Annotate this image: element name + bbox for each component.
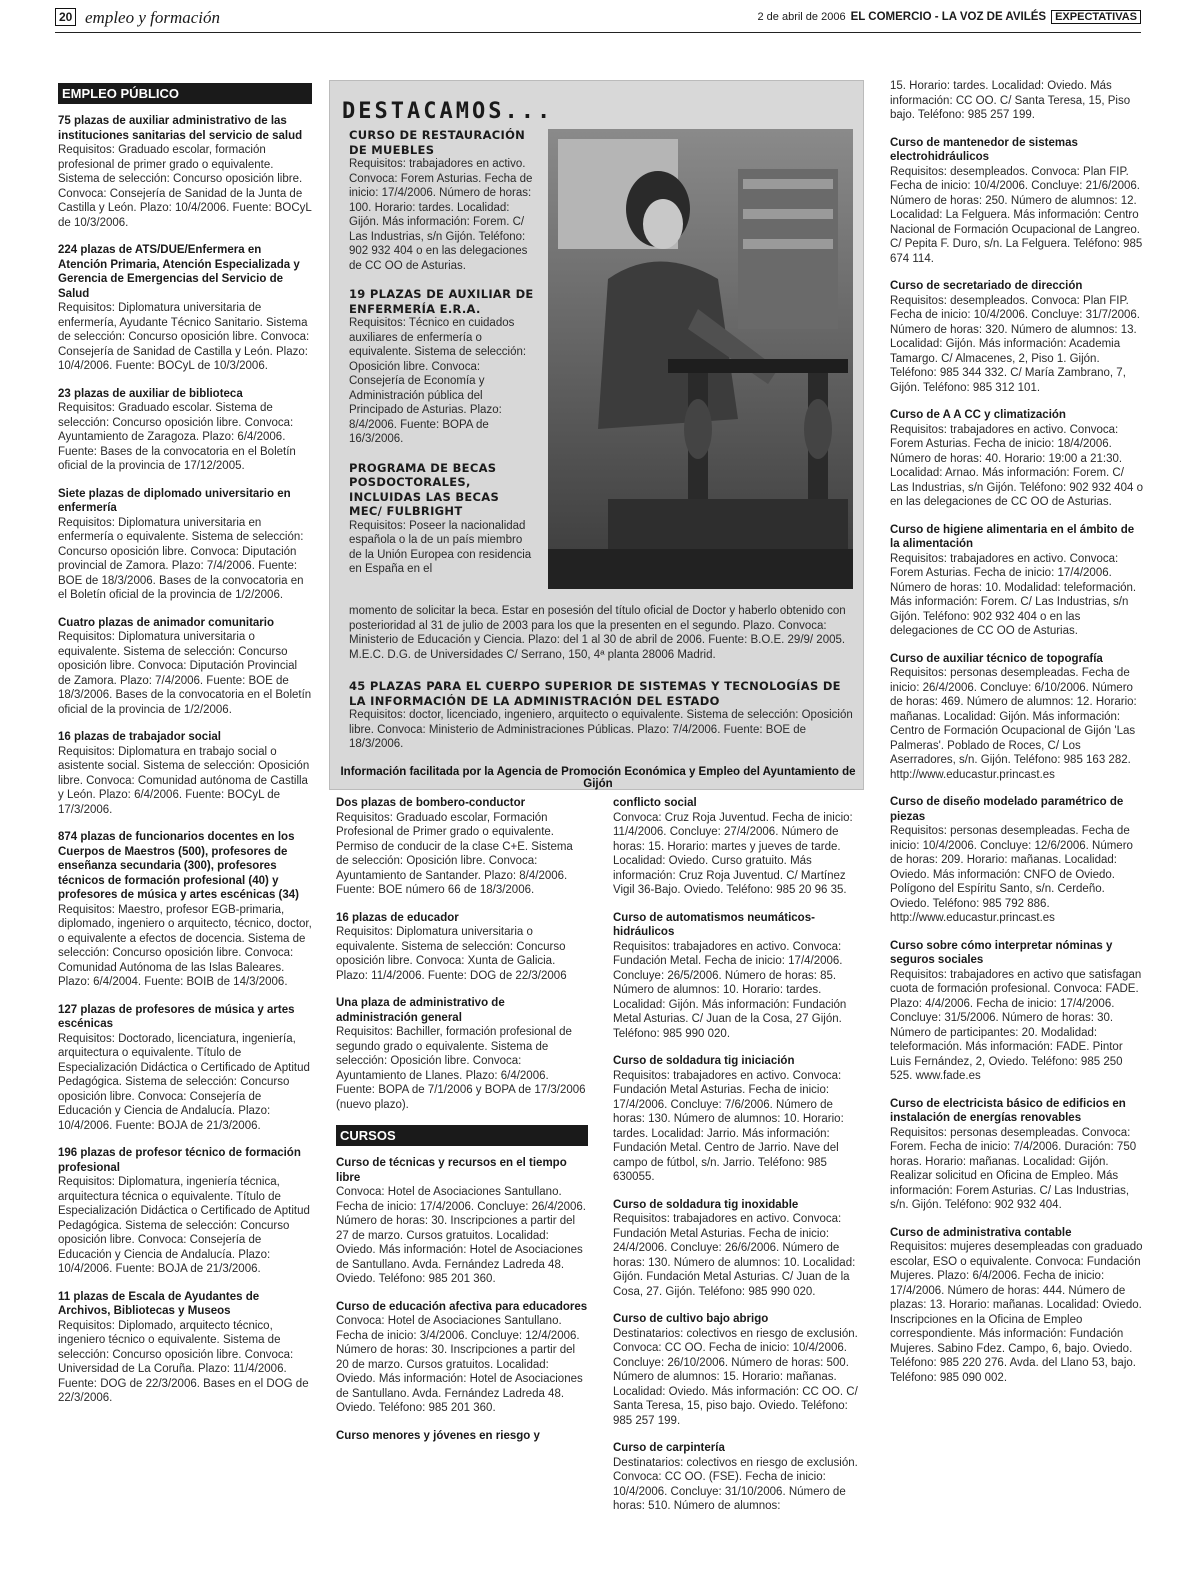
destacamos-continuation (349, 604, 859, 662)
listing-text: Requisitos: personas desempleadas. Fecha de inicio: 10/4/2006. Concluye: 12/6/2006. Número de horas: 209. Horario: mañanas. Localidad: Oviedo. Más información: CNFO de Oviedo. Polígono del Espíritu Santo, s/n. Cerdeño. Oviedo. Teléfono: 985 792 886. http://www.educastur.princast.es (890, 825, 1133, 924)
destacamos-item-text: Requisitos: Técnico en cuidados auxiliares de enfermería o equivalente. Sistema de selección: Oposición libre. Convoca: Consejería de Economía y Administración pública del Principado de Asturias. Plazo: 8/4/2006. Fuente: BOPA de 16/3/2006. (349, 317, 527, 445)
listing-title: Curso sobre cómo interpretar nóminas y seguros sociales (890, 939, 1113, 966)
issue-date: 2 de abril de 2006 (757, 11, 846, 23)
listing-item (613, 1312, 867, 1428)
listing-text: Requisitos: Graduado escolar, Formación Profesional de Primer grado o equivalente. Permiso de conducir de la clase C+E. Sistema de selección: Oposición libre. Convoca: Ayuntamiento de Santander. Plazo: 8/4/2006. Fuente: BOE número 66 de 18/3/2006. (336, 811, 573, 896)
page-header (55, 8, 1141, 30)
listing-text: Requisitos: Diplomatura universitaria de enfermería, Ayudante Técnico Sanitario. Sistema de selección: Concurso oposición libre. Convoca: Consejería de Sanidad de Castilla y León. Plazo: 10/4/2006. Fuente: BOCyL de 10/3/2006. (58, 302, 310, 372)
listing-text: Requisitos: trabajadores en activo. Convoca: Fundación Metal Asturias. Fecha de inicio: 24/4/2006. Concluye: 26/6/2006. Número de horas: 130. Número de alumnos: 10. Localidad: Gijón. Fundación Metal Asturias. C/ Juan de la Cosa, 27. Gijón. Teléfono: 985 990 020. (613, 1213, 856, 1298)
listing-title: 11 plazas de Escala de Ayudantes de Archivos, Bibliotecas y Museos (58, 1290, 260, 1317)
listing-item (890, 279, 1144, 395)
listing-item (336, 996, 588, 1112)
listing-item (890, 523, 1144, 639)
listing-title: 75 plazas de auxiliar administrativo de las instituciones sanitarias del servicio de salud (58, 115, 303, 142)
listing-title: Curso de electricista básico de edificios en instalación de energías renovables (890, 1097, 1126, 1124)
listing-text: Requisitos: Graduado escolar. Sistema de selección: Concurso oposición libre. Convoca: Ayuntamiento de Zaragoza. Plazo: 6/4/2006. Fuente: Bases de la convocatoria en el Boletín oficial de la provincia de 17/12/2005. (58, 402, 296, 472)
listing-text: Destinatarios: colectivos en riesgo de exclusión. Convoca: CC OO. Fecha de inicio: 10/4/2006. Concluye: 26/10/2006. Número de horas: 500. Número de alumnos: 15. Horario: mañanas. Localidad: Oviedo. Más información: CC OO. C/ Santa Teresa, 15, piso bajo. Oviedo. Teléfono: 985 257 199. (613, 1327, 858, 1427)
destacamos-item (349, 461, 535, 577)
listing-text: Requisitos: Diplomado, arquitecto técnico, ingeniero técnico o equivalente. Sistema de selección: Concurso oposición libre. Convoca: Universidad de La Coruña. Plazo: 11/4/2006. Fuente: DOG de 22/3/2006. Bases en el DOG de 22/3/2006. (58, 1319, 309, 1404)
listing-title: 127 plazas de profesores de música y artes escénicas (58, 1003, 295, 1030)
listing-title: Curso de mantenedor de sistemas electrohidráulicos (890, 136, 1078, 163)
destacamos-title: DESTACAMOS... (342, 99, 554, 124)
listing-text: Requisitos: Diplomatura, ingeniería técnica, arquitectura técnica o equivalente. Título de Especialización Didáctica o Certificado de Aptitud Pedagógica. Sistema de selección: Concurso oposición libre. Convoca: Consejería de Educación y Ciencia de Andalucía. Plazo: 10/4/2006. Fuente: BOJA de 21/3/2006. (58, 1176, 310, 1275)
listing-item (890, 652, 1144, 783)
destacamos-credit: Información facilitada por la Agencia de Promoción Económica y Empleo del Ayuntamiento de Gijón (340, 766, 856, 790)
empleo-publico-list (58, 114, 312, 1406)
listing-text: Requisitos: trabajadores en activo. Convoca: Forem Asturias. Fecha de inicio: 17/4/2006. Número de horas: 10. Modalidad: teleformación. Más información: Forem. C/ Las Industrias, s/n Gijón. Teléfono: 902 932 404 o en las delegaciones de CC OO de Asturias. (890, 552, 1137, 637)
destacamos-item (349, 679, 859, 752)
listing-item (613, 911, 867, 1042)
continued-text (890, 79, 1144, 123)
listing-text: Requisitos: mujeres desempleadas con graduado escolar, ESO o equivalente. Convoca: Fundación Mujeres. Plazo: 6/4/2006. Fecha de inicio: 17/4/2006. Número de horas: 444. Número de plazas: 13. Horario: mañanas. Localidad: Oviedo. Inscripciones en la Oficina de Empleo correspondiente. Más información: Fundación Mujeres. Sabino Fdez. Campo, 6, bajo. Oviedo. Teléfono: 985 220 276. Avda. del Llano 53, bajo. Teléfono: 985 090 002. (890, 1241, 1143, 1384)
listing-title: conflicto social (613, 797, 697, 809)
listing-item (613, 1054, 867, 1185)
destacamos-item-text: Requisitos: Poseer la nacionalidad española o la de un país miembro de la Unión Europea con residencia en España en el (349, 519, 532, 575)
listing-item (613, 1441, 867, 1514)
listing-title: Curso de diseño modelado paramétrico de piezas (890, 796, 1124, 823)
newspaper-name: EL COMERCIO - LA VOZ DE AVILÉS (850, 11, 1047, 23)
listing-title: 16 plazas de educador (336, 911, 459, 924)
listing-item (58, 387, 312, 474)
listing-item (890, 795, 1144, 926)
listing-title: Curso de administrativa contable (890, 1226, 1072, 1239)
listing-item (890, 408, 1144, 510)
listing-text: Requisitos: Diplomatura universitaria en enfermería o equivalente. Sistema de selección: Concurso oposición libre. Convoca: Diputación provincial de Zamora. Plazo: 7/4/2006. Fuente: BOE de 18/3/2006. Bases de la convocatoria en el Boletín oficial de la provincia de 1/2/2006. (58, 516, 304, 601)
destacamos-item-title: PROGRAMA DE BECAS POSDOCTORALES, INCLUIDAS LAS BECAS MEC/ FULBRIGHT (349, 460, 500, 518)
listing-text: Convoca: Cruz Roja Juventud. Fecha de inicio: 11/4/2006. Concluye: 27/4/2006. Número de horas: 15. Horario: martes y jueves de tarde. Localidad: Oviedo. Curso gratuito. Más información: Cruz Roja Juventud. C/ Martínez Vigil 36-Bajo. Oviedo. Teléfono: 985 20 96 35. (613, 811, 853, 896)
supplement-name: EXPECTATIVAS (1051, 10, 1141, 24)
listing-item (336, 1156, 588, 1287)
listing-title: 874 plazas de funcionarios docentes en los Cuerpos de Maestros (500), profesores de enseñanza secundaria (300), profesores técnicos de formación profesional (40) y profesores de música y artes escénicas (34) (58, 831, 299, 901)
listing-item (58, 1146, 312, 1277)
workshop-photo (548, 129, 853, 589)
destacamos-item-text: Requisitos: doctor, licenciado, ingeniero, arquitecto o equivalente. Sistema de selección: Oposición libre. Convoca: Ministerio de Administraciones Públicas. Plazo: 7/4/2006. Fuente: BOE de 18/3/2006. (349, 709, 853, 750)
listing-text: Destinatarios: colectivos en riesgo de exclusión. Convoca: CC OO. (FSE). Fecha de inicio: 10/4/2006. Concluye: 31/10/2006. Número de horas: 510. Número de alumnos: (613, 1456, 858, 1512)
listing-text: Requisitos: Diplomatura universitaria o equivalente. Sistema de selección: Concurso oposición libre. Convoca: Diputación Provincial de Zamora. Plazo: 7/4/2006. Fuente: BOE de 18/3/2006. Bases de la convocatoria en el Boletín oficial de la provincia de 1/2/2006. (58, 631, 312, 716)
listing-item (58, 730, 312, 817)
listing-title: Siete plazas de diplomado universitario en enfermería (58, 487, 291, 514)
listing-item (336, 911, 588, 984)
listing-text: Requisitos: trabajadores en activo. Convoca: Forem Asturias. Fecha de inicio: 18/4/2006. Número de horas: 40. Horario: 19:00 a 21:30. Localidad: Arnao. Más información: Forem. C/ Las Industrias, s/n Gijón. Teléfono: 902 932 404 o en las delegaciones de CC OO de Asturias. (890, 423, 1143, 508)
listing-title: Curso de carpintería (613, 1442, 725, 1454)
listing-title: Curso de técnicas y recursos en el tiempo libre (336, 1157, 567, 1184)
listing-text: Requisitos: personas desempleadas. Convoca: Forem. Fecha de inicio: 7/4/2006. Duración: 750 horas. Horario: mañanas. Localidad: Gijón. Realizar solicitud en Oficina de Empleo. Más información: Forem Asturias. C/ Las Industrias, s/n. Gijón. Teléfono: 902 932 404. (890, 1126, 1137, 1211)
listing-text: Requisitos: trabajadores en activo. Convoca: Fundación Metal Asturias. Fecha de inicio: 17/4/2006. Concluye: 7/6/2006. Número de horas: 130. Número de alumnos: 10. Horario: tardes. Localidad: Jarrio. Más información: Fundación Metal. Centro de Jarrio. Nave del campo de fútbol, s/n. Jarrio. Teléfono: 985 630055. (613, 1069, 844, 1183)
listing-item (336, 1429, 588, 1444)
destacamos-item (349, 287, 535, 447)
listing-text: Requisitos: Graduado escolar, formación profesional de primer grado o equivalente. Sistema de selección: Concurso oposición libre. Convoca: Consejería de Sanidad de la Junta de Castilla y León. Plazo: 10/4/2006. Fuente: BOCyL de 10/3/2006. (58, 144, 312, 229)
listing-item (58, 1290, 312, 1406)
listing-item (890, 1097, 1144, 1213)
listing-item (58, 114, 312, 230)
destacamos-item-text: Requisitos: trabajadores en activo. Convoca: Forem Asturias. Fecha de inicio: 17/4/2006. Número de horas: 100. Horario: tardes. Localidad: Gijón. Más información: Forem. C/ Las Industrias, s/n Gijón. Teléfono: 902 932 404 o en las delegaciones de CC OO de Asturias. (349, 158, 533, 272)
listing-item (58, 243, 312, 374)
listing-title: Curso de cultivo bajo abrigo (613, 1313, 769, 1325)
destacamos-item-text-continued: momento de solicitar la beca. Estar en posesión del título oficial de Doctor y haberlo obtenido con posterioridad al 31 de julio de 2003 para los que la presenten en el segundo. Plazo. Convoca: Ministerio de Educación y Ciencia. Plazo: del 1 al 30 de abril de 2006. Fuente: B.O.E. 29/9/ 2005. M.E.C. D.G. de Universidades C/ Serrano, 150, 4ª planta 28006 Madrid. (349, 605, 846, 661)
destacamos-item-title: CURSO DE RESTAURACIÓN DE MUEBLES (349, 128, 526, 157)
listings-list (336, 796, 588, 1112)
listing-title: Curso de soldadura tig iniciación (613, 1055, 795, 1067)
cursos-list (336, 1156, 588, 1443)
cursos-column-3 (613, 796, 867, 1527)
listing-item (613, 796, 867, 898)
page-number: 20 (55, 8, 76, 26)
listing-text: Requisitos: trabajadores en activo que satisfagan cuota de formación profesional. Convoca: FADE. Plazo: 4/4/2006. Fecha de inicio: 17/4/2006. Concluye: 31/5/2006. Número de horas: 30. Número de participantes: 20. Modalidad: teleformación. Más información: FADE. Pintor Luis Fernández, 2, Oviedo. Teléfono: 985 250 525. www.fade.es (890, 968, 1142, 1082)
listing-title: 224 plazas de ATS/DUE/Enfermera en Atención Primaria, Atención Especializada y Gerencia de Emergencias del Servicio de Salud (58, 244, 300, 300)
section-name: empleo y formación (85, 8, 221, 27)
listing-text: Requisitos: desempleados. Convoca: Plan FIP. Fecha de inicio: 10/4/2006. Concluye: 31/7/2006. Número de horas: 320. Número de alumnos: 13. Localidad: Gijón. Más información: Academia Tamargo. C/ Almacenes, 2, Piso 1. Gijón. Teléfono: 985 344 332. C/ María Zambrano, 7, Gijón. Teléfono: 985 312 101. (890, 294, 1140, 394)
listing-text: Convoca: Hotel de Asociaciones Santullano. Fecha de inicio: 17/4/2006. Concluye: 26/4/2006. Número de horas: 30. Inscripciones a partir del 27 de marzo. Cursos gratuitos. Localidad: Oviedo. Más información: Hotel de Asociaciones de Santullano. Avda. Fernández Ladreda 48. Oviedo. Teléfono: 985 201 360. (336, 1186, 586, 1285)
listing-title: Curso de A A CC y climatización (890, 409, 1066, 421)
cursos-list (890, 136, 1144, 1386)
header-info (758, 10, 1142, 24)
listing-title: 196 plazas de profesor técnico de formación profesional (58, 1147, 301, 1174)
continued-item-text: 15. Horario: tardes. Localidad: Oviedo. Más información: CC OO. C/ Santa Teresa, 15, Piso bajo. Teléfono: 985 257 199. (890, 80, 1131, 121)
listing-item (890, 1226, 1144, 1386)
listing-title: Curso de automatismos neumáticos-hidráulicos (613, 911, 815, 938)
section-heading-cursos: CURSOS (336, 1125, 588, 1146)
listing-text: Requisitos: Diplomatura en trabajo social o asistente social. Sistema de selección: Oposición libre. Convoca: Comunidad autónoma de Castilla y León. Plazo: 6/4/2006. Fuente: BOCyL de 17/3/2006. (58, 745, 310, 816)
listing-title: Curso de higiene alimentaria en el ámbito de la alimentación (890, 523, 1135, 550)
listing-text: Requisitos: personas desempleadas. Fecha de inicio: 26/4/2006. Concluye: 6/10/2006. Número de horas: 469. Número de alumnos: 12. Horario: mañanas. Localidad: Gijón. Más información: Centro de Formación Ocupacional de Gijón 'Las Palmeras'. Poblado de Roces, C/ Los Aserradores, s/n. Gijón. Teléfono: 985 163 282. http://www.educastur.princast.es (890, 667, 1137, 781)
destacamos-item-title: 45 PLAZAS PARA EL CUERPO SUPERIOR DE SISTEMAS Y TECNOLOGÍAS DE LA INFORMACIÓN DE LA ADMINISTRACIÓN DEL ESTADO (349, 679, 841, 708)
listing-text: Requisitos: Diplomatura universitaria o equivalente. Sistema de selección: Concurso oposición libre. Convoca: Xunta de Galicia. Plazo: 11/4/2006. Fuente: DOG de 22/3/2006 (336, 926, 567, 982)
listing-item (336, 1300, 588, 1416)
destacamos-box (329, 80, 864, 790)
listing-title: Curso menores y jóvenes en riesgo y (336, 1429, 540, 1442)
listing-item (58, 830, 312, 990)
listing-title: Curso de secretariado de dirección (890, 280, 1083, 292)
listing-title: Curso de educación afectiva para educadores (336, 1300, 588, 1313)
listing-item (890, 136, 1144, 267)
listing-title: Dos plazas de bombero-conductor (336, 797, 526, 809)
listing-item (58, 616, 312, 718)
listing-title: Curso de auxiliar técnico de topografía (890, 652, 1103, 665)
listings-column-2 (336, 796, 588, 1443)
listing-text: Requisitos: trabajadores en activo. Convoca: Fundación Metal. Fecha de inicio: 17/4/2006. Concluye: 26/5/2006. Número de horas: 85. Número de alumnos: 10. Horario: tardes. Localidad: Gijón. Más información: Fundación Metal Asturias. C/ Juan de la Cosa, 27 Gijón. Teléfono: 985 990 020. (613, 940, 847, 1040)
listing-item (336, 796, 588, 898)
destacamos-column (349, 128, 535, 577)
listing-item (58, 1003, 312, 1134)
destacamos-item-title: 19 PLAZAS DE AUXILIAR DE ENFERMERÍA E.R.A. (349, 287, 534, 316)
cursos-column-4 (890, 79, 1144, 1398)
listing-title: Curso de soldadura tig inoxidable (613, 1198, 799, 1211)
listing-title: 23 plazas de auxiliar de biblioteca (58, 387, 243, 400)
listing-text: Requisitos: Bachiller, formación profesional de segundo grado o equivalente. Sistema de selección: Oposición libre. Convoca: Ayuntamiento de Llanes. Plazo: 6/4/2006. Fuente: BOPA de 7/1/2006 y BOPA de 17/3/2006 (nuevo plazo). (336, 1026, 586, 1111)
listing-text: Requisitos: Maestro, profesor EGB-primaria, diplomado, ingeniero o arquitecto, técnico, doctor, o equivalente a efectos de docencia. Sistema de selección: Concurso oposición libre. Convoca: Comunidad Autónoma de las Islas Baleares. Plazo: 6/4/2004. Fuente: BOIB de 14/3/2006. (58, 903, 312, 988)
listing-item (890, 939, 1144, 1084)
listing-item (613, 1198, 867, 1300)
destacamos-item (349, 128, 535, 273)
listing-text: Requisitos: desempleados. Convoca: Plan FIP. Fecha de inicio: 10/4/2006. Concluye: 21/6/2006. Número de horas: 250. Número de alumnos: 12. Localidad: La Felguera. Más información: Centro Nacional de Formación Ocupacional de Langreo. C/ Pepita F. Duro, s/n. La Felguera. Teléfono: 985 674 114. (890, 165, 1143, 265)
empleo-publico-column (58, 83, 312, 1419)
listing-item (58, 487, 312, 603)
listing-text: Convoca: Hotel de Asociaciones Santullano. Fecha de inicio: 3/4/2006. Concluye: 12/4/2006. Número de horas: 30. Inscripciones a partir del 20 de marzo. Cursos gratuitos. Localidad: Oviedo. Más información: Hotel de Asociaciones de Santullano. Avda. Fernández Ladreda 48. Oviedo. Teléfono: 985 201 360. (336, 1315, 583, 1414)
header-rule (55, 32, 1141, 33)
craftsman-image (548, 129, 853, 589)
listing-title: Una plaza de administrativo de administración general (336, 997, 505, 1024)
listing-title: Cuatro plazas de animador comunitario (58, 616, 274, 629)
listing-text: Requisitos: Doctorado, licenciatura, ingeniería, arquitectura o equivalente. Título de Especialización Didáctica o Certificado de Aptitud Pedagógica. Sistema de selección: Concurso oposición libre. Convoca: Consejería de Educación y Ciencia de Andalucía. Plazo: 10/4/2006. Fuente: BOJA de 21/3/2006. (58, 1032, 310, 1132)
cursos-list (613, 796, 867, 1514)
listing-title: 16 plazas de trabajador social (58, 731, 221, 743)
section-heading-empleo-publico: EMPLEO PÚBLICO (58, 83, 312, 104)
